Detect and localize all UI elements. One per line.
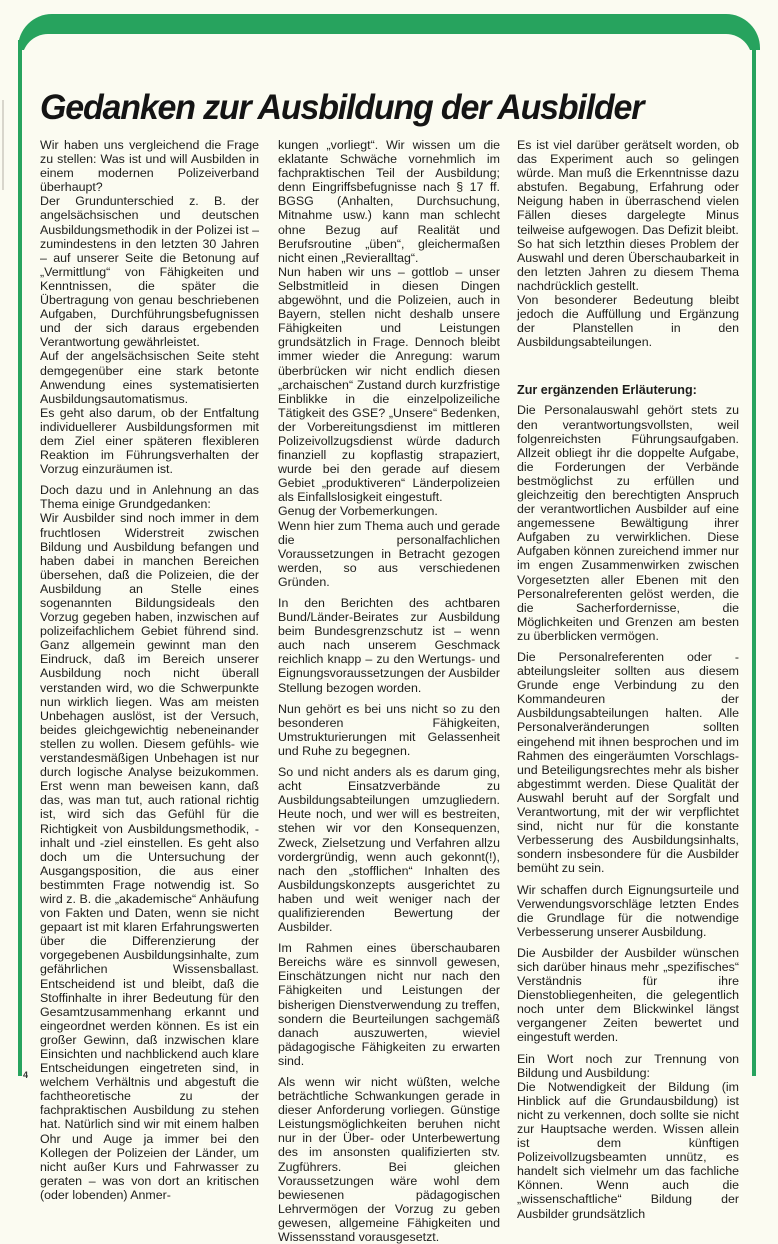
paragraph: Von besonderer Bedeutung bleibt jedoch die Auffüllung und Ergänzung der Planstellen in den Ausbildungsabteilungen. <box>517 293 739 350</box>
paragraph: Im Rahmen eines überschaubaren Bereichs wäre es sinnvoll gewesen, Einschätzungen nicht nur nach den Fähigkeiten und Leistungen der bisherigen Dienstverwendung zu treffen, sondern die Beurteilungen sachgemäß danach auszuwerten, wieviel pädagogische Fähigkeiten zu erwarten sind. <box>278 941 500 1068</box>
paragraph: In den Berichten des achtbaren Bund/Länder-Beirates zur Ausbildung beim Bundesgrenzschutz ist – wenn auch nach unserem Geschmack reichlich knapp – zu den Wertungs- und Eignungsvoraussetzungen der Ausbilder Stellung bezogen worden. <box>278 596 500 695</box>
paragraph: Die Personalreferenten oder -abteilungsleiter sollten aus diesem Grunde enge Verbindung zu den Kommandeuren der Ausbildungsabteilungen halten. Alle Personalveränderungen sollten eingehend mit ihnen besprochen und im Rahmen des eingeräumten Vorschlags- und Beteiligungsrechtes mehr als bisher abgestimmt werden. Diese Qualität der Auswahl beruht auf der Sorgfalt und Verantwortung, mit der wir verpflichtet sind, nicht nur für die konstante Verbesserung des Ausbildungsinhalts, sondern insbesondere für die Ausbilder bemüht zu sein. <box>517 650 739 876</box>
text-column-2 <box>278 138 500 1244</box>
paragraph: So und nicht anders als es darum ging, acht Einsatzverbände zu Ausbildungsabteilungen umzugliedern. Heute noch, und wer will es bestreiten, stehen wir vor den Konsequenzen, Zweck, Zielsetzung und Verfahren allzu vordergründig, wenn auch gekonnt(!), nach den „stofflichen“ Inhalten des Ausbildungskonzepts ausgerichtet zu haben und weit weniger nach der qualifizierenden Bewertung der Ausbilder. <box>278 765 500 935</box>
green-frame-left-rule <box>18 40 22 1076</box>
paragraph: Es ist viel darüber gerätselt worden, ob das Experiment auch so gelingen würde. Man muß die Erkenntnisse dazu abstufen. Begabung, Erfahrung oder Neigung haben in überraschend vielen Fällen dieses dargelegte Minus teilweise aufgewogen. Das Defizit bleibt. <box>517 138 739 237</box>
paragraph: kungen „vorliegt“. Wir wissen um die eklatante Schwäche vornehmlich im fachpraktischen Teil der Ausbildung; denn Eingriffsbefugnisse nach § 17 ff. BGSG (Anhalten, Durchsuchung, Mitnahme usw.) kann man schlecht ohne Bezug auf Realität und Berufsroutine „üben“, gleichermaßen nicht einen „Revieralltag“. <box>278 138 500 265</box>
paragraph: Doch dazu und in Anlehnung an das Thema einige Grundgedanken: <box>40 483 259 512</box>
paragraph: Die Personalauswahl gehört stets zu den verantwortungsvollsten, weil folgenreichsten Führungsaufgaben. Allzeit obliegt ihr die doppelte Aufgabe, die Forderungen der Verbände bestmöglichst zu erfüllen und gleichzeitig den berechtigten Anspruch der verantwortlichen Ausbilder auf eine angemessene Bewältigung ihrer Aufgaben zu verwirklichen. Diese Aufgaben können zureichend immer nur im engen Zusammenwirken zwischen Vorgesetzten aller Ebenen mit den Personalreferenten gelöst werden, die die Sacherfordernisse, die Möglichkeiten und Grenzen am besten zu überblicken vermögen. <box>517 403 739 643</box>
paragraph: Wenn hier zum Thema auch und gerade die personalfachlichen Voraussetzungen in Betracht gezogen werden, so aus verschiedenen Gründen. <box>278 518 500 589</box>
paragraph: Der Grundunterschied z. B. der angelsächsischen und deutschen Ausbildungsmethodik in der Polizei ist – zumindestens in den letzten 30 Jahren – auf unserer Seite die Betonung auf „Vermittlung“ von Fähigkeiten und Kenntnissen, die später die Übertragung von genau beschriebenen Aufgaben, Durchführungsbefugnissen und der sich daraus ergebenden Verantwortung gewährleistet. <box>40 194 259 350</box>
page-number: 4 <box>23 1070 29 1080</box>
section-subheading: Zur ergänzenden Erläuterung: <box>517 383 697 398</box>
frame-inner-background <box>22 34 752 94</box>
paragraph: Als wenn wir nicht wüßten, welche beträchtliche Schwankungen gerade in dieser Anforderung vorliegen. Günstige Leistungsmöglichkeiten beruhen nicht nur in der Über- oder Unterbewertung des im ansonsten qualifizierten stv. Zugführers. Bei gleichen Voraussetzungen wäre wohl dem bewiesenen pädagogischen Lehrvermögen der Vorzug zu geben gewesen, allgemeine Fähigkeiten und Wissensstand vorausgesetzt. <box>278 1075 500 1244</box>
page-binding-shadow <box>2 100 4 190</box>
paragraph: Wir haben uns vergleichend die Frage zu stellen: Was ist und will Ausbilden in einem modernen Polizeiverband überhaupt? <box>40 138 259 195</box>
paragraph: Ein Wort noch zur Trennung von Bildung und Ausbildung: <box>517 1051 739 1080</box>
paragraph: So hat sich letzthin dieses Problem der Auswahl und deren Überschaubarkeit in den letzten Jahren zu diesem Thema nachdrücklich gestellt. <box>517 236 739 293</box>
paragraph: Es geht also darum, ob der Entfaltung individuellerer Ausbildungsformen mit dem Ziel einer späteren flexibleren Reaktion im Führungsverhalten der Vorzug einzuräumen ist. <box>40 405 259 477</box>
paragraph: Genug der Vorbemerkungen. <box>278 504 438 519</box>
paragraph: Nun gehört es bei uns nicht so zu den besonderen Fähigkeiten, Umstrukturierungen mit Gelassenheit und Ruhe zu begegnen. <box>278 701 500 758</box>
paragraph: Die Ausbilder der Ausbilder wünschen sich darüber hinaus mehr „spezifisches“ Verständnis für ihre Dienstobliegenheiten, die gelegentlich noch unter dem Blickwinkel längst vergangener Zeiten bewertet und eingestuft werden. <box>517 945 739 1045</box>
green-frame-right-rule <box>752 40 756 1076</box>
paragraph: Auf der angelsächsischen Seite steht demgegenüber eine stark betonte Anwendung eines systematisierten Ausbildungsautomatismus. <box>40 349 259 406</box>
text-column-1 <box>40 138 259 1202</box>
text-column-3 <box>517 138 739 1221</box>
paragraph: Wir schaffen durch Eignungsurteile und Verwendungsvorschläge letzten Endes die Grundlage für die notwendige Verbesserung unserer Ausbildung. <box>517 882 739 939</box>
article-title: Gedanken zur Ausbildung der Ausbilder <box>40 88 644 127</box>
paragraph: Die Notwendigkeit der Bildung (im Hinblick auf die Grundausbildung) ist nicht zu verkennen, doch sollte sie nicht zur Hauptsache werden. Wissen allein ist dem künftigen Polizeivollzugsbeamten unnütz, es handelt sich vielmehr um das fachliche Können. Wenn auch die „wissenschaftliche“ Bildung der Ausbilder grundsätzlich <box>517 1079 739 1221</box>
paragraph: Nun haben wir uns – gottlob – unser Selbstmitleid in diesen Dingen abgewöhnt, und die Polizeien, auch in Bayern, stellen nicht deshalb unsere Fähigkeiten und Leistungen grundsätzlich in Frage. Dennoch bleibt immer wieder die Anregung: warum überbrücken wir nicht endlich diesen „archaischen“ Zustand durch kurzfristige Einblikke in die einzelpolizeiliche Tätigkeit des GSE? „Unsere“ Bedenken, der Vorbereitungsdienst im mittleren Polizeivollzugsdienst würde dadurch finanziell zu kopflastig strapaziert, wurde bei den gerade auf diesem Gebiet „produktiveren“ Länderpolizeien als Einfallslosigkeit eingestuft. <box>278 264 500 505</box>
paragraph: Wir Ausbilder sind noch immer in dem fruchtlosen Widerstreit zwischen Bildung und Ausbildung befangen und haben dabei in manchen Bereichen übersehen, daß die Polizeien, die der Ausbildung an Stelle eines sogenannten Bildungsideals den Vorzug gegeben haben, inzwischen auf polizeifachlichem Gebiet führend sind. Ganz allgemein gewinnt man den Eindruck, daß im Bereich unserer Ausbildung noch nicht überall verstanden wird, wo die Schwerpunkte nun wirklich liegen. Was am meisten Unbehagen auslöst, ist der Versuch, beides gleichgewichtig nebeneinander stellen zu wollen. Diesem gefühls- wie verstandesmäßigen Unbehagen ist nur durch logische Analyse beizukommen. Erst wenn man beweisen kann, daß das, was man tut, auch rational richtig ist, wird sich das Gefühl für die Richtigkeit von Ausbildungsmethodik, -inhalt und -ziel einstellen. Es geht also doch um die Untersuchung der Ausgangsposition, die aus einer bestimmten Frage notwendig ist. So wird z. B. die „akademische“ Anhäufung von Fakten und Daten, wenn sie nicht gepaart ist mit klaren Erfahrungswerten über die Differenzierung der vorgegebenen Ausbildungsinhalte, zum gefährlichen Wissensballast. Entscheidend ist und bleibt, daß die Stoffinhalte in ihrer Bedeutung für den Gesamtzusammenhang erkannt und eingeordnet werden können. Es ist ein großer Gewinn, daß inzwischen klare Einsichten und nachblickend auch klare Entscheidungen eingetreten sind, in welchem Verhältnis und abgestuft die fachtheoretische zu der fachpraktischen Ausbildung zu stehen hat. Natürlich sind wir mit einem halben Ohr und Auge ja immer bei den Kollegen der Polizeien der Länder, um nicht außer Kurs und Fahrwasser zu geraten – was von dort an kritischen (oder lobenden) Anmer- <box>40 511 259 1202</box>
